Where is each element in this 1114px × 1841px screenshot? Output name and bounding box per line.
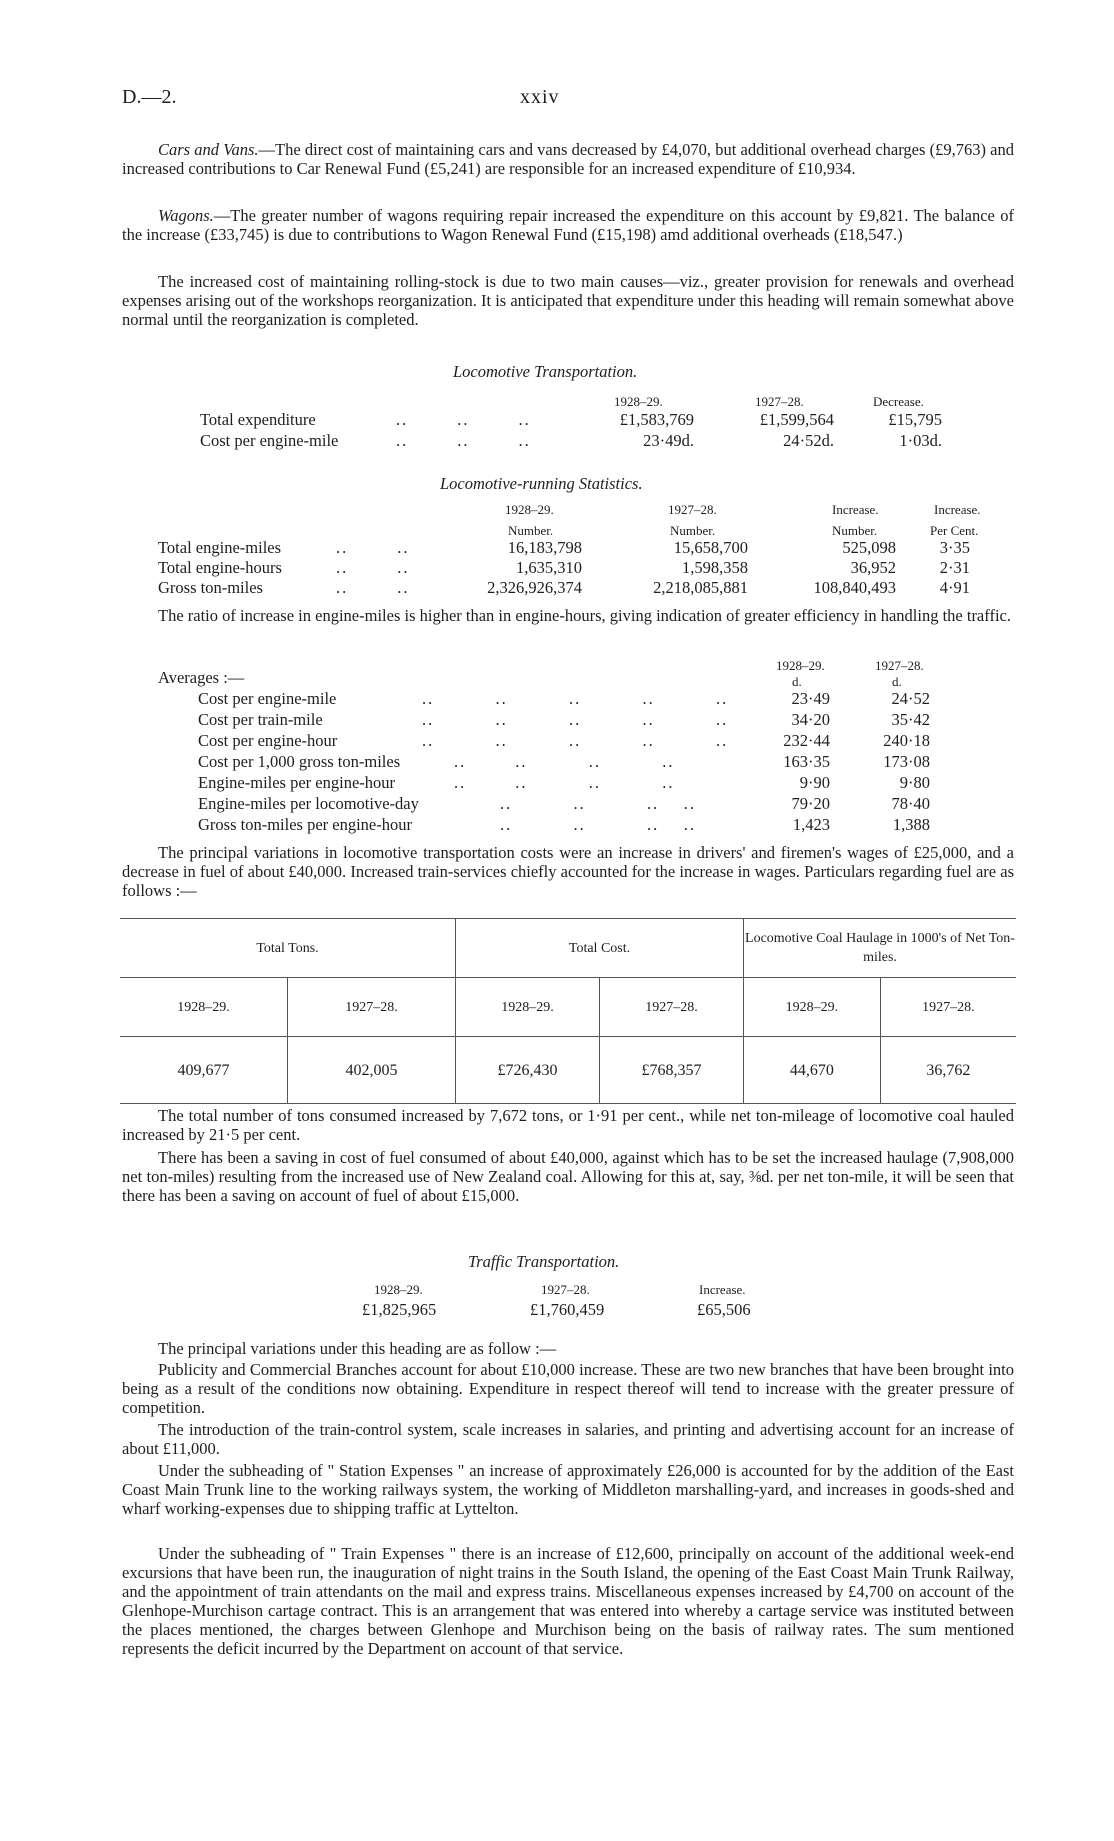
paragraph-lead: Cars and Vans. — [158, 140, 259, 159]
paragraph-publicity — [122, 1360, 1014, 1417]
leader-dots: .. .. .. — [396, 410, 531, 429]
table-cell: 78·40 — [891, 794, 930, 813]
table-cell: £1,583,769 — [619, 410, 694, 429]
paragraph-cars-vans — [122, 140, 1014, 178]
table-cell: 402,005 — [288, 1037, 456, 1104]
page-number: xxiv — [520, 86, 560, 108]
row-label: Gross ton-miles per engine-hour — [198, 815, 412, 834]
table-cell: 9·80 — [899, 773, 930, 792]
paragraph-body: The total number of tons consumed increased by 7,672 tons, or 1·91 per cent., while net ton-mileage of locomotive coal hauled increased by 21·5 per cent. — [122, 1106, 1014, 1144]
row-label: Cost per engine-hour — [198, 731, 338, 750]
column-unit: d. — [892, 674, 902, 689]
section-title-loco-running: Locomotive-running Statistics. — [440, 474, 643, 493]
paragraph-body: Publicity and Commercial Branches account for about £10,000 increase. These are two new branches that have been brought into being as a result of the conditions now obtaining. Expenditure in respect thereof will tend to increase with the greater pressure of competition. — [122, 1360, 1014, 1417]
table-cell: 24·52d. — [783, 431, 834, 450]
table-cell: 4·91 — [939, 578, 970, 597]
table-cell: 36,952 — [850, 558, 896, 577]
column-header: Increase. — [699, 1282, 746, 1297]
paragraph-train-expenses — [122, 1544, 1014, 1658]
column-header: 1927–28. — [541, 1282, 590, 1297]
paragraph-body: Under the subheading of " Train Expenses " there is an increase of £12,600, principally on account of the additional week-end excursions that have been run, the inauguration of night trains in the South Island, the opening of the East Coast Main Trunk Railway, and the appointment of train attendants on the mail and express trains. Miscellaneous expenses increased by £4,700 on account of the Glenhope-Murchison cartage contract. This is an arrangement that was entered into whereby a cartage service was instituted between the places mentioned, the charges between Glenhope and Murchison being on the basis of railway rates. The sum mentioned represents the deficit incurred by the Department on account of that service. — [122, 1544, 1014, 1658]
table-cell: 34·20 — [791, 710, 830, 729]
page-reference: D.—2. — [122, 86, 177, 108]
leader-dots: .. .. — [336, 558, 410, 577]
table-cell: 3·35 — [939, 538, 970, 557]
leader-dots: .. .. .. — [396, 431, 531, 450]
table-cell: 23·49d. — [643, 431, 694, 450]
table-header: Total Tons. — [256, 940, 319, 956]
paragraph-body: Under the subheading of " Station Expenses " an increase of approximately £26,000 is accounted for by the addition of the East Coast Main Trunk line to the working railways system, the working of Middleton marshalling-yard, and increases in goods-shed and wharf working-expenses due to shipping traffic at Lyttelton. — [122, 1461, 1014, 1518]
paragraph-saving — [122, 1148, 1014, 1205]
column-subheader: Per Cent. — [930, 523, 979, 538]
row-label: Engine-miles per engine-hour — [198, 773, 396, 792]
paragraph-follow — [122, 1339, 1014, 1358]
row-label: Cost per engine-mile — [198, 689, 337, 708]
column-header: 1928–29. — [776, 658, 825, 673]
section-title-loco-transport: Locomotive Transportation. — [453, 362, 638, 381]
table-header: 1928–29. — [177, 999, 230, 1015]
table-cell: £1,760,459 — [530, 1300, 605, 1319]
paragraph-tons — [122, 1106, 1014, 1144]
table-header: Total Cost. — [456, 919, 744, 978]
column-header: Increase. — [934, 502, 981, 517]
row-label: Gross ton-miles — [158, 578, 263, 597]
table-cell: 23·49 — [791, 689, 830, 708]
paragraph-train-control — [122, 1420, 1014, 1458]
paragraph-body: The principal variations under this heading are as follow :— — [158, 1339, 557, 1358]
table-cell: 1·03d. — [899, 431, 942, 450]
table-cell: 1,423 — [792, 815, 830, 834]
column-header: 1927–28. — [668, 502, 717, 517]
table-cell: £65,506 — [697, 1300, 751, 1319]
table-cell: 44,670 — [744, 1037, 881, 1104]
table-cell: £768,357 — [600, 1037, 744, 1104]
paragraph-body: The principal variations in locomotive transportation costs were an increase in drivers' and firemen's wages of £25,000, and a decrease in fuel of about £40,000. Increased train-services chiefly accounted for the increase in wages. Particulars regarding fuel are as follows :— — [122, 843, 1014, 900]
leader-dots: .. .. .. .. — [500, 794, 696, 813]
table-cell: 240·18 — [883, 731, 930, 750]
row-label: Cost per 1,000 gross ton-miles — [198, 752, 401, 771]
fuel-table — [120, 918, 1016, 1104]
paragraph-body: The introduction of the train-control system, scale increases in salaries, and printing and advertising account for an increase of about £11,000. — [122, 1420, 1014, 1458]
column-header: 1927–28. — [875, 658, 924, 673]
paragraph-body: —The greater number of wagons requiring repair increased the expenditure on this account by £9,821. The balance of the increase (£33,745) is due to contributions to Wagon Renewal Fund (£15,198) amd additional overheads (£18,547.) — [122, 206, 1014, 244]
table-cell: £726,430 — [456, 1037, 600, 1104]
leader-dots: .. .. .. .. — [500, 815, 696, 834]
leader-dots: .. .. .. .. .. — [422, 731, 729, 750]
column-header: 1928–29. — [614, 394, 663, 409]
table-cell: 36,762 — [880, 1037, 1016, 1104]
table-header: Locomotive Coal Haulage in 1000's of Net Ton-miles. — [744, 919, 1017, 978]
table-cell: 79·20 — [791, 794, 830, 813]
section-title-traffic: Traffic Transportation. — [468, 1252, 620, 1271]
paragraph-ratio — [122, 606, 1014, 625]
row-label: Total expenditure — [200, 410, 316, 429]
table-cell: 173·08 — [883, 752, 930, 771]
table-cell: 108,840,493 — [813, 578, 896, 597]
leader-dots: .. .. .. .. — [454, 752, 675, 771]
table-cell: 2,218,085,881 — [653, 578, 748, 597]
row-label: Total engine-miles — [158, 538, 282, 557]
row-label: Total engine-hours — [158, 558, 282, 577]
column-subheader: Number. — [508, 523, 554, 538]
table-cell: 15,658,700 — [673, 538, 748, 557]
table-row — [120, 1037, 1016, 1104]
table-cell: £1,825,965 — [362, 1300, 437, 1319]
table-header: 1927–28. — [880, 978, 1016, 1037]
table-header: 1927–28. — [288, 978, 456, 1037]
leader-dots: .. .. .. .. .. — [422, 689, 729, 708]
paragraph-variations — [122, 843, 1014, 900]
table-cell: 409,677 — [177, 1061, 230, 1079]
table-cell: 1,635,310 — [516, 558, 582, 577]
table-cell: 24·52 — [891, 689, 930, 708]
table-header-row — [120, 919, 1016, 978]
leader-dots: .. .. .. .. .. — [422, 710, 729, 729]
table-cell: 163·35 — [783, 752, 830, 771]
table-cell: £1,599,564 — [759, 410, 834, 429]
paragraph-body: —The direct cost of maintaining cars and vans decreased by £4,070, but additional overhead charges (£9,763) and increased contributions to Car Renewal Fund (£5,241) are responsible for an increased expenditure of £10,934. — [122, 140, 1014, 178]
paragraph-wagons — [122, 206, 1014, 244]
table-header: 1927–28. — [600, 978, 744, 1037]
table-cell: 1,388 — [892, 815, 930, 834]
table-cell: £15,795 — [888, 410, 942, 429]
paragraph-body: There has been a saving in cost of fuel consumed of about £40,000, against which has to be set the increased haulage (7,908,000 net ton-miles) resulting from the increased use of New Zealand coal. Allowing for this at, say, ⅜d. per net ton-mile, it will be seen that there has been a saving on account of fuel of about £15,000. — [122, 1148, 1014, 1205]
averages-label: Averages :— — [158, 668, 245, 687]
table-cell: 35·42 — [891, 710, 930, 729]
column-subheader: Number. — [670, 523, 716, 538]
table-cell: 232·44 — [783, 731, 830, 750]
table-cell: 2,326,926,374 — [487, 578, 582, 597]
table-cell: 525,098 — [842, 538, 896, 557]
table-header: 1928–29. — [744, 978, 881, 1037]
paragraph-lead: Wagons. — [158, 206, 214, 225]
column-header: 1927–28. — [755, 394, 804, 409]
paragraph-body: The ratio of increase in engine-miles is higher than in engine-hours, giving indication of greater efficiency in handling the traffic. — [158, 606, 1011, 625]
table-cell: 16,183,798 — [507, 538, 582, 557]
paragraph-station-expenses — [122, 1461, 1014, 1518]
column-header: Decrease. — [873, 394, 924, 409]
column-subheader: Number. — [832, 523, 878, 538]
leader-dots: .. .. — [336, 538, 410, 557]
paragraph-rolling-stock — [122, 272, 1014, 329]
paragraph-body: The increased cost of maintaining rolling-stock is due to two main causes—viz., greater provision for renewals and overhead expenses arising out of the workshops reorganization. It is anticipated that expenditure under this heading will remain somewhat above normal until the reorganization is completed. — [122, 272, 1014, 329]
column-header: 1928–29. — [374, 1282, 423, 1297]
leader-dots: .. .. — [336, 578, 410, 597]
table-header-row — [120, 978, 1016, 1037]
row-label: Cost per train-mile — [198, 710, 323, 729]
leader-dots: .. .. .. .. — [454, 773, 675, 792]
table-header: 1928–29. — [456, 978, 600, 1037]
column-header: 1928–29. — [505, 502, 554, 517]
row-label: Cost per engine-mile — [200, 431, 339, 450]
table-cell: 1,598,358 — [682, 558, 748, 577]
row-label: Engine-miles per locomotive-day — [198, 794, 419, 813]
table-cell: 2·31 — [939, 558, 970, 577]
column-header: Increase. — [832, 502, 879, 517]
table-cell: 9·90 — [799, 773, 830, 792]
column-unit: d. — [792, 674, 802, 689]
